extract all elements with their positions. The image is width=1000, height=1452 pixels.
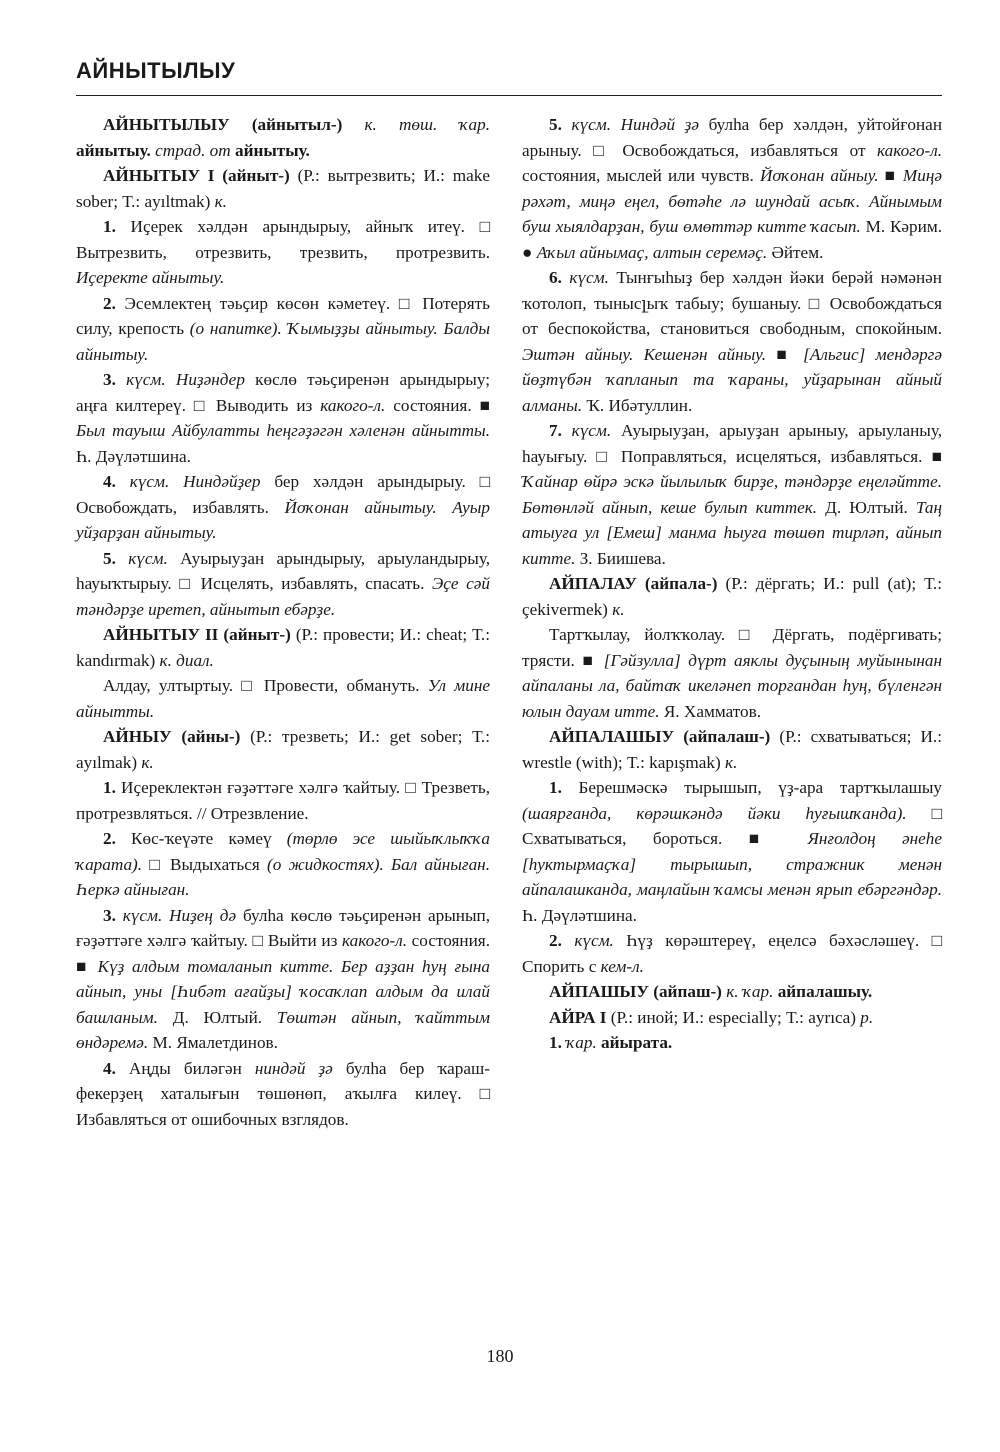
dictionary-paragraph: 2. күсм. Һүҙ көрәштереү, еңелсә бәхәсләшеү. □ Спорить с кем-л. [522, 931, 943, 976]
dictionary-paragraph: АЙПАЛАШЫУ (айпалаш-) (Р.: схватываться; И.: wrestle (with); Т.: kapışmak) к. [522, 727, 943, 772]
dictionary-paragraph: 1. ҡар. айырата. [549, 1033, 673, 1052]
dictionary-paragraph: АЙНЫТЫУ I (айныт-) (Р.: вытрезвить; И.: make sober; Т.: ayıltmak) к. [76, 166, 490, 211]
dictionary-paragraph: 5. күсм. Ниндәй ҙә булһа бер хәлдән, уйтойғонан арыныу. □ Освобождаться, избавляться от какого-л. состояния, мыслей или чувств. Йоҡонан айныу. ■ Миңә рәхәт, миңә еңел, бөтәһе лә шундай асыҡ. Айнымым буш хыялдарҙан, буш өмөттәр китте ҡасып. М. Кәрим. ● Аҡыл айнымаҫ, алтын серемәҫ. Әйтем. [522, 115, 943, 262]
dictionary-paragraph: 1. Иҫереклектән ғәҙәттәге хәлгә ҡайтыу. □ Трезветь, протрезвляться. // Отрезвление. [76, 778, 490, 823]
dictionary-paragraph: 4. Аңды биләгән ниндәй ҙә булһа бер ҡараш-фекерҙең хаталығын төшөнөп, аҡылға килеү. □ Избавляться от ошибочных взглядов. [76, 1058, 490, 1129]
dictionary-paragraph: АЙПАШЫУ (айпаш-) к. ҡар. айпалашыу. [549, 982, 873, 1001]
dictionary-paragraph: АЙНЫТЫУ II (айныт-) (Р.: провести; И.: cheat; Т.: kandırmak) к. диал. [76, 625, 490, 670]
dictionary-paragraph: АЙНЫУ (айны-) (Р.: трезветь; И.: get sober; Т.: ayılmak) к. [76, 727, 490, 772]
page-number: 180 [486, 1346, 514, 1366]
dictionary-paragraph: 1. Иҫерек хәлдән арындырыу, айныҡ итеү. □ Вытрезвить, отрезвить, трезвить, протрезвить. Иҫеректе айнытыу. [76, 217, 490, 287]
dictionary-paragraph: 2. Көс-ҡеүәте кәмеү (төрлө эсе шыйыҡлыҡҡа ҡарата). □ Выдыхаться (о жидкостях). Бал айныған. Һеркә айныған. [76, 829, 490, 899]
header-rule [76, 95, 942, 96]
left-column [76, 112, 490, 1132]
right-column [522, 112, 942, 1056]
dictionary-paragraph: 3. күсм. Ниҙең дә булһа көслө тәьҫиренән арынып, ғәҙәттәге хәлгә ҡайтыу. □ Выйти из какого-л. состояния. ■ Күҙ алдым томаланып китте. Бер аҙҙан һуң ғына айнып, уны [Һибәт ағайҙы] ҡосаҡлап алдым да илай башланым. Д. Юлтый. Төштән айнып, ҡайттым өндәремә. М. Ямалетдинов. [76, 905, 490, 1052]
dictionary-paragraph: 1. Берешмәскә тырышып, үҙ-ара тартҡылашыу (шаярғанда, көрәшкәндә йәки һуғышҡанда). □ Схватываться, бороться. ■ Янғолдоң әнеһе [һуктырмаҫҡа] тырышып, стражник менән айпалашканда, маңлайын ҡамсы менән ярып ебәргәндәр. Һ. Дәүләтшина. [522, 778, 942, 925]
dictionary-paragraph: 6. күсм. Тынғыһыҙ бер хәлдән йәки берәй нәмәнән ҡотолоп, тынысլыҡ табыу; бушаныу. □ Освобождаться от беспокойства, становиться свободным, спокойным. Эштән айныу. Кешенән айныу. ■ [Альгис] мендәргә йөҙтүбән ҡапланып та ҡараны, уйҙарынан айный алманы. Ҡ. Ибәтуллин. [522, 268, 943, 415]
dictionary-paragraph: 3. күсм. Ниҙәндер көслө тәьҫиренән арындырыу; аңға килтереү. □ Выводить из какого-л. состояния. ■ Был тауыш Айбулатты һеңгәҙәгән хәленән айнытты. Һ. Дәүләтшина. [76, 370, 491, 466]
dictionary-paragraph: АЙРА I (Р.: иной; И.: especially; Т.: ayrıca) р. [549, 1007, 874, 1027]
dictionary-paragraph: 2. Эсемлектең тәьҫир көсөн кәметеү. □ Потерять силу, крепость (о напитке). Ҡымыҙҙы айнытыу. Балды айнытыу. [76, 293, 490, 364]
dictionary-paragraph: 4. күсм. Ниндәйҙер бер хәлдән арындырыу. □ Освобождать, избавлять. Йоҡонан айнытыу. Ауыр уйҙарҙан айнытыу. [76, 472, 490, 542]
dictionary-paragraph: 7. күсм. Ауырыуҙан, арыуҙан арыныу, арыуланыу, һауығыу. □ Поправляться, исцеляться, избавляться. ■ Ҡайнар өйрә эскә йылылыҡ бирҙе, тәндәрҙе еңеләйтте. Бөтөнләй айнып, кеше булып киттек. Д. Юлтый. Таң атыуға ул [Емеш] манма һыуға төшөп тирләп, айнып китте. З. Биишева. [522, 421, 942, 568]
running-head: АЙНЫТЫЛЫУ [76, 58, 236, 83]
dictionary-paragraph: АЙНЫТЫЛЫУ (айнытыл-) к. төш. ҡар. айнытыу. страд. от айнытыу. [76, 115, 490, 160]
dictionary-paragraph: АЙПАЛАУ (айпала-) (Р.: дёргать; И.: pull (at); Т.: çekivermek) к. [522, 574, 942, 619]
dictionary-paragraph: Тартҡылау, йолҡҡолау. □ Дёргать, подёргивать; трясти. ■ [Гәйзулла] дүрт аяклы дуҫының муйынынан айпаланы ла, байтаҡ икеләнеп торғандан һуң, бүленгән юлын дауам итте. Я. Хамматов. [522, 625, 942, 721]
dictionary-paragraph: 5. күсм. Ауырыуҙан арындырыу, арыуландырыу, һауыҡтырыу. □ Исцелять, избавлять, спасать. Эҫе сәй тәндәрҙе иретеп, айнытып ебәрҙе. [76, 548, 490, 619]
dictionary-paragraph: Алдау, ултыртыу. □ Провести, обмануть. Ул мине айнытты. [76, 676, 490, 721]
